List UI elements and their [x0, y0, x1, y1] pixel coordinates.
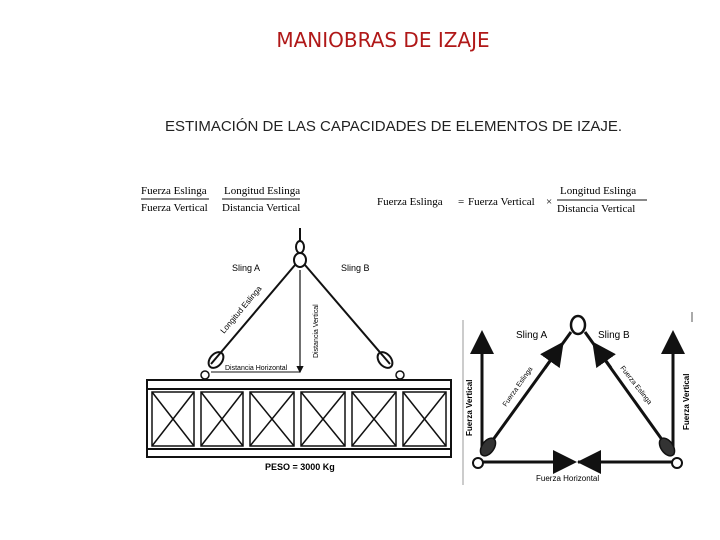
horizontal-force-label: Fuerza Horizontal	[536, 474, 600, 483]
formula-solved-equals: =	[458, 196, 465, 208]
page-subtitle: ESTIMACIÓN DE LAS CAPACIDADES DE ELEMENTOS DE IZAJE.	[165, 118, 623, 135]
sling-force-left-label: Fuerza Eslinga	[501, 365, 535, 409]
sling-force-right-label: Fuerza Eslinga	[618, 364, 653, 407]
formula-solved	[377, 185, 647, 215]
force-sling-b-label: Sling B	[598, 330, 630, 341]
formula-solved-times: ×	[546, 196, 553, 208]
sling-force-left-arrow	[545, 344, 562, 368]
formula-ratio-left-den: Fuerza Vertical	[141, 202, 208, 214]
truss-sling-b-label: Sling B	[341, 263, 370, 273]
shackle-left-icon	[201, 349, 226, 379]
truss-weight-label: PESO = 3000 Kg	[265, 462, 335, 472]
formula-solved-num: Longitud Eslinga	[560, 185, 637, 197]
master-link-icon	[571, 316, 585, 334]
force-sling-a-label: Sling A	[516, 330, 548, 341]
formula-solved-den: Distancia Vertical	[557, 203, 636, 215]
truss-vertical-distance-label: Distancia Vertical	[313, 304, 320, 358]
formula-solved-lhs: Fuerza Eslinga	[377, 196, 443, 208]
crane-hook-icon	[294, 228, 306, 267]
sling-force-right-arrow	[594, 344, 611, 368]
formula-ratio	[141, 185, 300, 214]
formula-ratio-left-num: Fuerza Eslinga	[141, 185, 207, 197]
truss-horizontal-distance-label: Distancia Horizontal	[225, 365, 288, 372]
force-diagram	[463, 312, 692, 485]
formula-solved-factor: Fuerza Vertical	[468, 196, 535, 208]
truss-beam	[147, 380, 451, 457]
formula-ratio-right-num: Longitud Eslinga	[224, 185, 301, 197]
sling-a-line	[211, 265, 295, 364]
formula-ratio-right-den: Distancia Vertical	[222, 202, 301, 214]
truss-diagram	[147, 228, 451, 472]
vertical-force-right-label: Fuerza Vertical	[682, 373, 691, 430]
vertical-force-left-label: Fuerza Vertical	[465, 379, 474, 436]
truss-sling-a-label: Sling A	[232, 263, 261, 273]
page-title: MANIOBRAS DE IZAJE	[276, 28, 490, 52]
truss-length-label: Longitud Eslinga	[218, 284, 264, 336]
